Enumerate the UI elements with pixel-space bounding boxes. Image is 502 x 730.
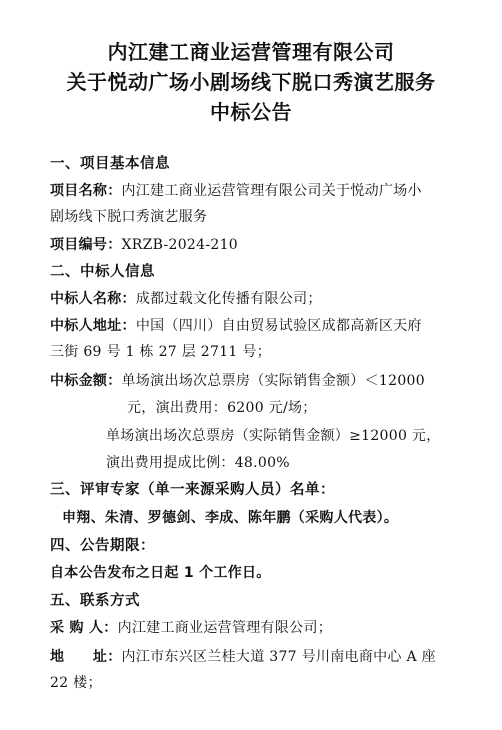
contact-address-label: 地 址：	[50, 649, 122, 665]
winner-amount-row	[50, 371, 425, 391]
period-text: 自本公告发布之日起 1 个工作日。	[50, 565, 271, 581]
project-code-row	[50, 235, 238, 255]
winner-address-row	[50, 316, 422, 336]
contact-address-value: 内江市东兴区兰桂大道 377 号川南电商中心 A 座	[121, 649, 436, 665]
winner-name-row	[50, 289, 322, 309]
project-name-value: 内江建工商业运营管理有限公司关于悦动广场小	[121, 183, 422, 199]
winner-address-label: 中标人地址：	[50, 318, 136, 334]
section-heading-period: 四、公告期限：	[50, 538, 155, 554]
winner-name-label: 中标人名称：	[50, 291, 136, 307]
section-heading-winner: 二、中标人信息	[50, 264, 155, 280]
project-name-continued: 剧场线下脱口秀演艺服务	[50, 209, 208, 225]
contact-buyer-row	[50, 618, 332, 638]
contact-address-row	[50, 647, 436, 667]
project-name-label: 项目名称：	[50, 183, 122, 199]
title-line-1: 内江建工商业运营管理有限公司	[107, 40, 395, 64]
winner-amount-line-3: 单场演出场次总票房（实际销售金额）≥12000 元，	[106, 428, 441, 444]
title-line-2: 关于悦动广场小剧场线下脱口秀演艺服务	[66, 70, 436, 94]
winner-amount-label: 中标金额：	[50, 373, 122, 389]
section-heading-experts: 三、评审专家（单一来源采购人员）名单：	[50, 482, 335, 498]
section-heading-contact: 五、联系方式	[50, 593, 140, 609]
contact-buyer-label: 采 购 人：	[50, 620, 118, 636]
project-code-label: 项目编号：	[50, 237, 122, 253]
winner-amount-value: 单场演出场次总票房（实际销售金额）＜12000	[121, 373, 425, 389]
contact-buyer-value: 内江建工商业运营管理有限公司；	[117, 620, 333, 636]
winner-amount-line-4: 演出费用提成比例：48.00%	[106, 455, 290, 471]
experts-list: 申翔、朱清、罗德剑、李成、陈年鹏（采购人代表）。	[62, 510, 399, 526]
winner-name-value: 成都过载文化传播有限公司；	[135, 291, 322, 307]
title-line-3: 中标公告	[210, 100, 292, 124]
winner-address-continued: 三街 69 号 1 栋 27 层 2711 号；	[50, 344, 271, 360]
contact-address-continued: 22 楼；	[50, 675, 102, 691]
winner-amount-line-2: 元，演出费用：6200 元/场；	[127, 400, 317, 416]
project-name-row	[50, 181, 422, 201]
section-heading-basic-info: 一、项目基本信息	[50, 156, 170, 172]
project-code-value: XRZB-2024-210	[121, 237, 238, 253]
winner-address-value: 中国（四川）自由贸易试验区成都高新区天府	[135, 318, 422, 334]
